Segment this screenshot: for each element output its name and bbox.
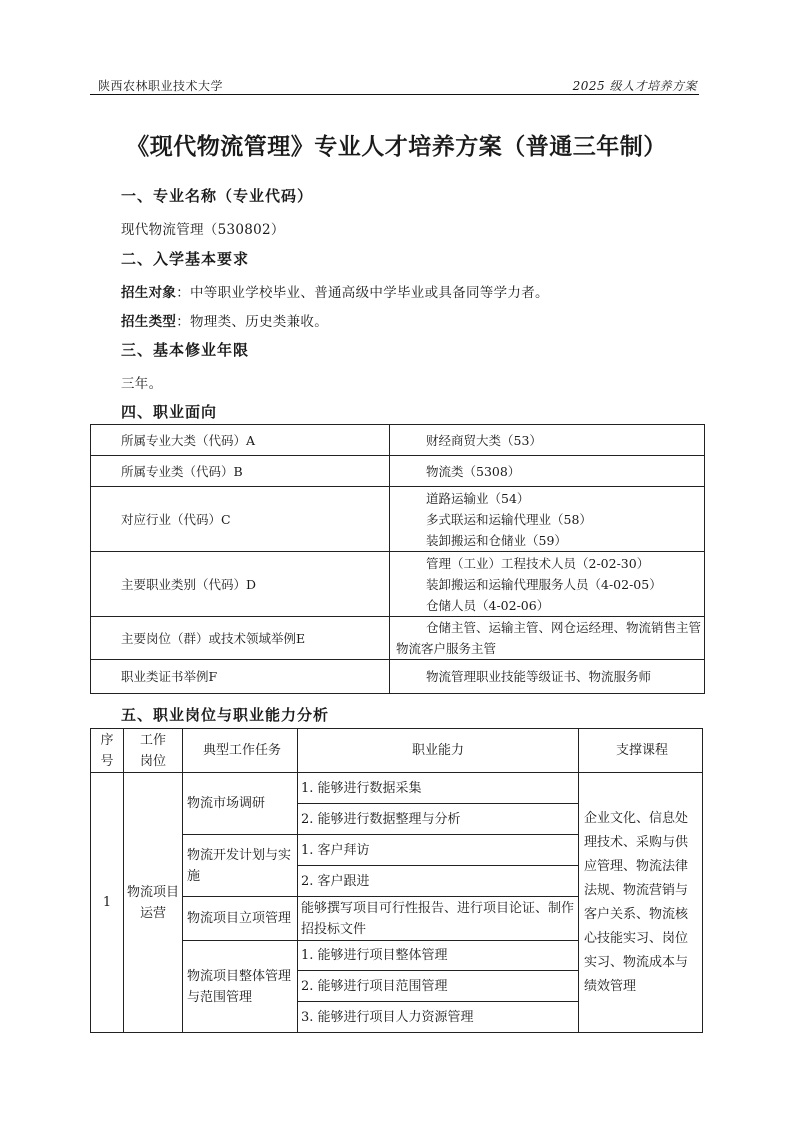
section-4-heading: 四、职业面向	[121, 403, 218, 421]
value-line: 多式联运和运输代理业（58）	[426, 511, 592, 527]
table-row	[91, 773, 703, 804]
row-value	[390, 487, 705, 552]
study-duration: 三年。	[121, 376, 163, 392]
table-row	[91, 552, 705, 617]
row-courses: 企业文化、信息处理技术、采购与供应管理、物流法律法规、物流营销与客户关系、物流核心技能实习、岗位实习、物流成本与绩效管理	[579, 773, 703, 1033]
row-post: 物流项目运营	[124, 773, 183, 1033]
job-ability-table	[90, 728, 703, 1033]
value-line: 仓储主管、运输主管、网仓运经理、物流销售主管	[426, 620, 702, 635]
section-2-heading: 二、入学基本要求	[121, 250, 250, 268]
enrollment-type-text: ：物理类、历史类兼收。	[176, 314, 329, 330]
row-value: 物流管理职业技能等级证书、物流服务师	[390, 660, 705, 694]
enrollment-type	[121, 310, 328, 330]
value-line: 装卸搬运和运输代理服务人员（4-02-05）	[426, 576, 662, 592]
col-header-courses: 支撑课程	[579, 729, 703, 773]
row-ability: 2. 能够进行项目范围管理	[298, 971, 579, 1002]
row-value: 财经商贸大类（53）	[390, 425, 705, 456]
career-orientation-table	[90, 424, 705, 694]
row-ability: 2. 客户跟进	[298, 866, 579, 897]
table-row	[91, 425, 705, 456]
row-ability: 能够撰写项目可行性报告、进行项目论证、制作招投标文件	[298, 897, 579, 941]
col-header-ability: 职业能力	[298, 729, 579, 773]
row-ability: 1. 客户拜访	[298, 835, 579, 866]
value-line: 管理（工业）工程技术人员（2-02-30）	[426, 555, 650, 571]
section-3-heading: 三、基本修业年限	[121, 341, 250, 359]
row-task: 物流市场调研	[183, 773, 298, 835]
row-key: 所属专业大类（代码）A	[91, 425, 390, 456]
col-header-post: 工作 岗位	[124, 729, 183, 773]
row-task: 物流项目整体管理与范围管理	[183, 941, 298, 1033]
row-ability: 2. 能够进行数据整理与分析	[298, 804, 579, 835]
row-key: 主要职业类别（代码）D	[91, 552, 390, 617]
section-5-heading: 五、职业岗位与职业能力分析	[121, 706, 330, 724]
row-task: 物流项目立项管理	[183, 897, 298, 941]
enrollment-target-label: 招生对象	[121, 285, 177, 301]
row-key: 对应行业（代码）C	[91, 487, 390, 552]
page-header	[90, 74, 699, 95]
value-line: 物流客户服务主管	[396, 641, 497, 656]
row-key: 职业类证书举例F	[91, 660, 390, 694]
enrollment-target	[121, 281, 549, 301]
section-1-heading: 一、专业名称（专业代码）	[121, 187, 314, 205]
row-ability: 3. 能够进行项目人力资源管理	[298, 1002, 579, 1033]
value-line: 道路运输业（54）	[426, 490, 530, 506]
row-value	[390, 552, 705, 617]
row-ability: 1. 能够进行数据采集	[298, 773, 579, 804]
enrollment-type-label: 招生类型	[121, 314, 177, 330]
table-row	[91, 456, 705, 487]
document-title: 《现代物流管理》专业人才培养方案（普通三年制）	[126, 134, 667, 160]
major-name-code: 现代物流管理（530802）	[121, 222, 285, 238]
table-row	[91, 660, 705, 694]
value-line: 装卸搬运和仓储业（59）	[426, 532, 567, 548]
row-ability: 1. 能够进行项目整体管理	[298, 941, 579, 971]
table-row	[91, 617, 705, 660]
row-no: 1	[91, 773, 124, 1033]
value-line: 仓储人员（4-02-06）	[426, 597, 550, 613]
header-institution: 陕西农林职业技术大学	[98, 79, 224, 93]
header-plan-year: 2025 级人才培养方案	[572, 79, 697, 93]
table-row	[91, 487, 705, 552]
row-key: 所属专业类（代码）B	[91, 456, 390, 487]
row-key: 主要岗位（群）或技术领域举例E	[91, 617, 390, 660]
row-value: 物流类（5308）	[390, 456, 705, 487]
table-header-row	[91, 729, 703, 773]
col-header-no: 序 号	[91, 729, 124, 773]
row-task: 物流开发计划与实施	[183, 835, 298, 897]
col-header-task: 典型工作任务	[183, 729, 298, 773]
row-value	[390, 617, 705, 660]
enrollment-target-text: ：中等职业学校毕业、普通高级中学毕业或具备同等学力者。	[176, 285, 549, 301]
